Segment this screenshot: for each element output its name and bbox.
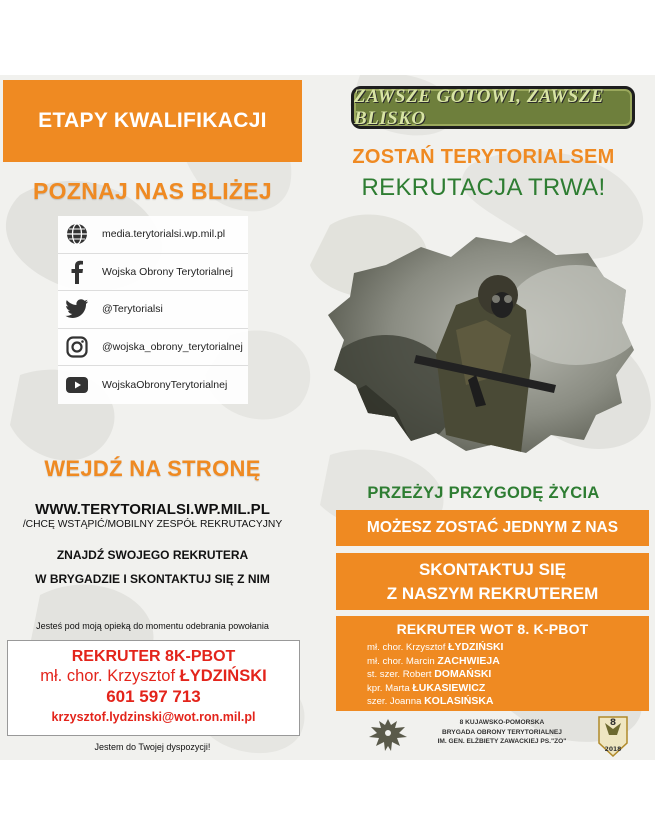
recruitment-flyer [0, 75, 655, 760]
availability-note: Jestem do Twojej dyspozycji! [94, 742, 211, 752]
zostan-heading: ZOSTAŃ TERYTORIALSEM [352, 146, 615, 168]
przezyj-heading: PRZEŻYJ PRZYGODĘ ŻYCIA [367, 484, 600, 502]
poznaj-heading: POZNAJ NAS BLIŻEJ [33, 178, 272, 204]
recruiter-email[interactable]: krzysztof.lydzinski@wot.ron.mil.pl [51, 710, 256, 724]
znajdz-text-line2: W BRYGADZIE I SKONTAKTUJ SIĘ Z NIM [35, 572, 270, 586]
globe-icon [58, 223, 96, 245]
recruiters-title: REKRUTER WOT 8. K-PBOT [396, 621, 589, 637]
eagle-emblem-icon [367, 715, 409, 755]
list-item [367, 668, 649, 682]
motto-badge [351, 86, 635, 129]
wejdz-heading: WEJDŹ NA STRONĘ [44, 456, 261, 481]
badge-number: 8 [609, 718, 617, 728]
list-item [367, 695, 649, 709]
recruiters-list-box [336, 616, 649, 711]
recruiter-rank: mł. chor. Marcin [367, 655, 435, 667]
znajdz-text-line1: ZNAJDŹ SWOJEGO REKRUTERA [56, 548, 249, 562]
social-links [58, 216, 248, 404]
recruiter-rank: mł. chor. Krzysztof [367, 642, 446, 653]
recruiter-surname: ZACHWIEJA [437, 654, 500, 667]
social-text: @wojska_obrony_terytorialnej [102, 341, 243, 354]
care-note: Jesteś pod moją opieką do momentu odebrania powołania [36, 621, 269, 631]
website-link[interactable]: WWW.TERYTORIALSI.WP.MIL.PL [35, 501, 270, 518]
brigade-name [422, 718, 582, 747]
youtube-icon [58, 377, 96, 393]
recruiter-surname: ŁYDZIŃSKI [179, 667, 267, 685]
brigade-line: IM. GEN. ELŻBIETY ZAWACKIEJ PS."ZO" [437, 738, 567, 745]
facebook-icon [58, 260, 96, 284]
website-path: /CHCĘ WSTĄPIĆ/MOBILNY ZESPÓŁ REKRUTACYJNY [22, 519, 283, 530]
recruiter-surname: KOLASIŃSKA [424, 695, 494, 708]
social-text: WojskaObronyTerytorialnej [102, 379, 228, 392]
recruiter-rank: mł. chor. Krzysztof [40, 667, 176, 685]
recruiter-surname: ŁUKASIEWICZ [412, 681, 486, 694]
brigade-badge-icon [597, 713, 629, 757]
social-text: media.terytorialsi.wp.mil.pl [102, 228, 226, 241]
list-item [367, 655, 649, 669]
list-item [367, 682, 649, 696]
recruiter-phone[interactable]: 601 597 713 [106, 687, 201, 706]
social-row-twitter[interactable] [58, 291, 248, 329]
recruiter-contact-box [7, 640, 300, 736]
etapy-banner: ETAPY KWALIFIKACJI [3, 80, 302, 162]
soldier-photo [326, 235, 634, 453]
list-item [367, 641, 649, 655]
brigade-line: BRYGADA OBRONY TERYTORIALNEJ [442, 728, 562, 736]
recruiter-rank: kpr. Marta [367, 682, 410, 694]
social-text: @Terytorialsi [102, 303, 163, 316]
badge-year: 2018 [604, 746, 622, 753]
skontaktuj-line1: SKONTAKTUJ SIĘ [418, 560, 567, 579]
brigade-line: 8 KUJAWSKO-POMORSKA [459, 719, 545, 726]
instagram-icon [58, 336, 96, 358]
skontaktuj-banner [336, 553, 649, 610]
recruiter-surname: DOMAŃSKI [434, 668, 492, 681]
recruiter-title: REKRUTER 8K-PBOT [71, 648, 236, 665]
social-row-instagram[interactable] [58, 329, 248, 367]
rekrutacja-heading: REKRUTACJA TRWA! [361, 174, 606, 201]
recruiter-surname: ŁYDZIŃSKI [448, 641, 504, 653]
social-row-website[interactable] [58, 216, 248, 254]
recruiter-name [8, 667, 299, 686]
twitter-icon [58, 299, 96, 319]
social-row-youtube[interactable] [58, 366, 248, 404]
recruiter-rank: szer. Joanna [367, 696, 422, 708]
recruiters-list [336, 641, 649, 709]
recruiter-rank: st. szer. Robert [367, 669, 432, 681]
social-row-facebook[interactable] [58, 254, 248, 292]
motto-text: ZAWSZE GOTOWI, ZAWSZE BLISKO [354, 85, 605, 129]
social-text: Wojska Obrony Terytorialnej [102, 265, 233, 278]
skontaktuj-line2: Z NASZYM REKRUTEREM [386, 584, 599, 603]
mozesz-banner: MOŻESZ ZOSTAĆ JEDNYM Z NAS [336, 510, 649, 546]
